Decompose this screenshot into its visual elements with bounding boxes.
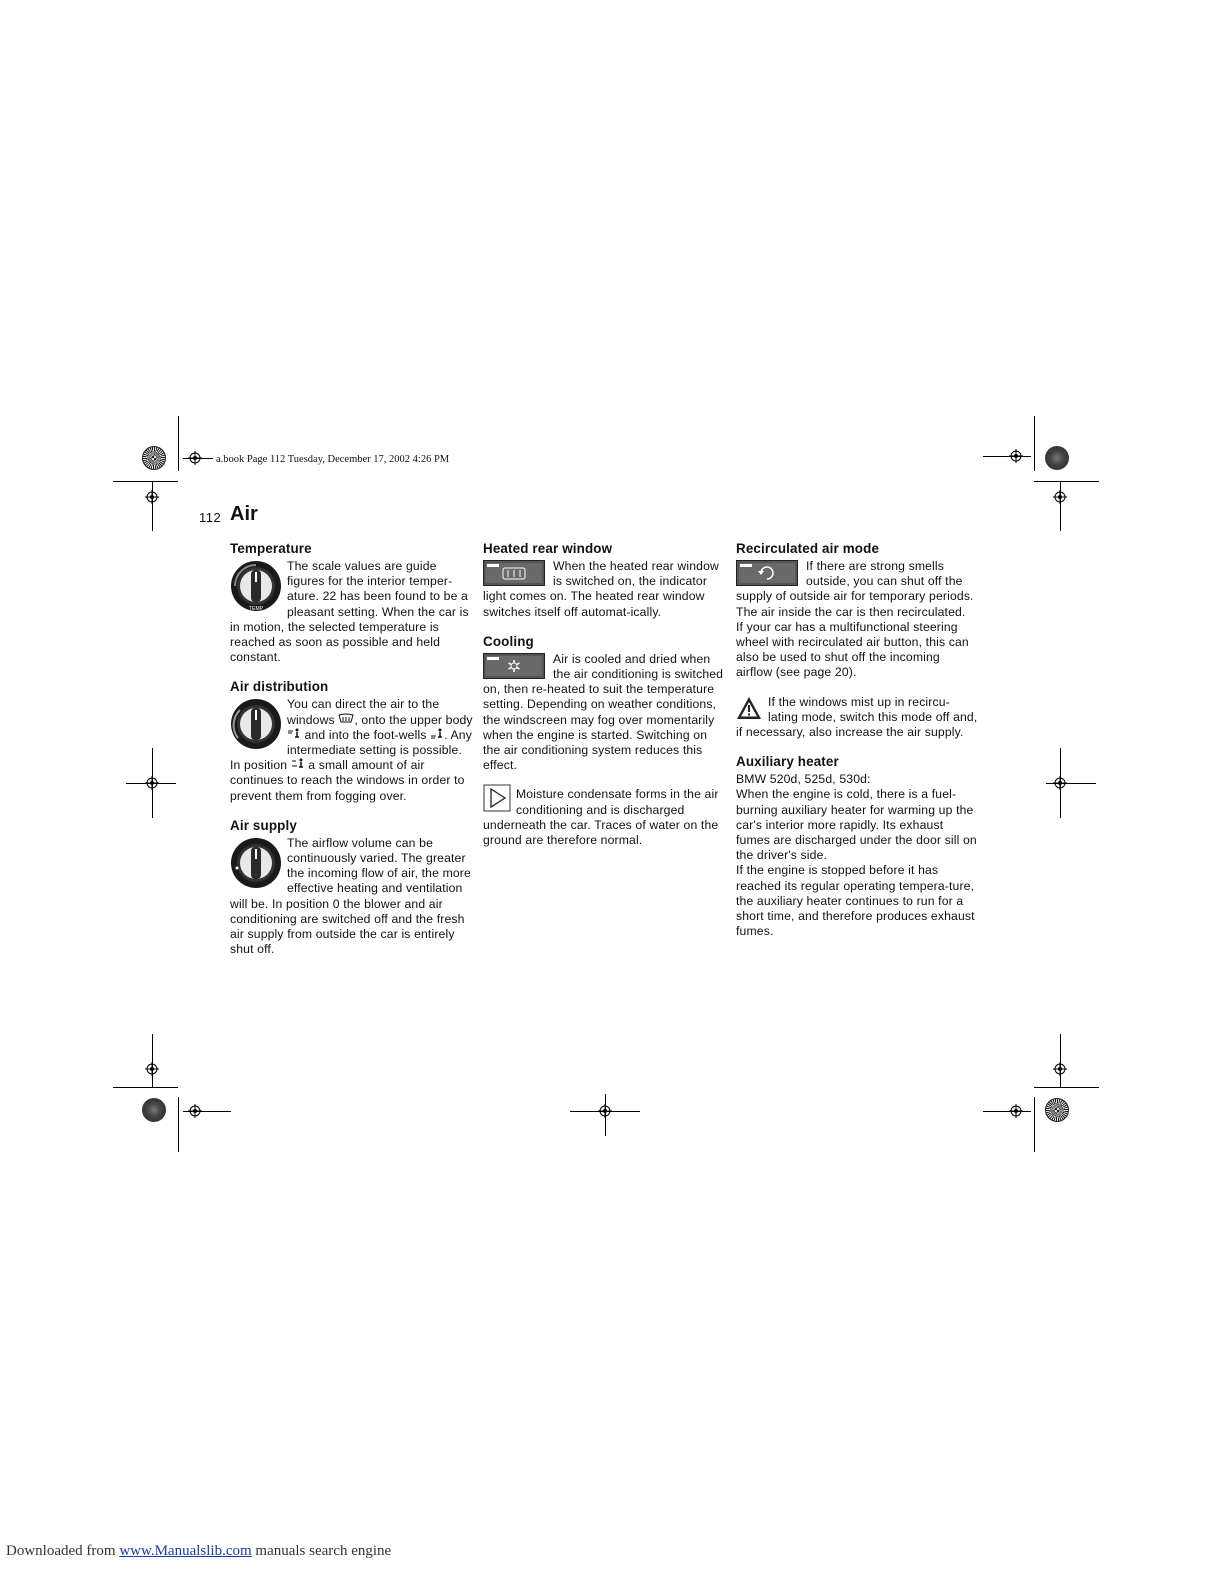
section-heated-rear-window	[483, 541, 726, 620]
registration-disc-icon	[142, 1098, 166, 1122]
air-distribution-knob-icon	[230, 698, 282, 750]
auxiliary-models: BMW 520d, 525d, 530d:	[736, 772, 871, 787]
registration-target-icon	[145, 490, 159, 504]
registration-target-icon	[145, 776, 159, 790]
footwell-vent-icon	[291, 758, 305, 769]
column-left	[230, 541, 473, 971]
column-right	[736, 541, 979, 953]
page-number: 112	[199, 510, 222, 525]
registration-disc-icon	[1045, 446, 1069, 470]
temperature-text: The scale values are guide figures for the interior temper-ature. 22 has been found to be a pleasant setting. When the car is in motion, the selected temperature is reached as soon as possible and held constant.	[230, 559, 469, 665]
heated-rear-window-icon	[483, 560, 545, 586]
download-footer: Downloaded from www.Manualslib.com manuals search engine	[6, 1543, 392, 1559]
registration-disc-icon	[142, 446, 166, 470]
page-title: Air	[230, 503, 258, 525]
auxiliary-text-1: When the engine is cold, there is a fuel-burning auxiliary heater for warming up the car's interior more rapidly. Its exhaust fumes are discharged under the door sill on the driver's side.	[736, 787, 977, 863]
recirculated-heading: Recirculated air mode	[736, 541, 880, 556]
note-arrow-icon	[483, 784, 511, 812]
knob-temp-label: TEMP	[248, 606, 264, 612]
upper-body-vent-icon	[287, 728, 301, 739]
section-temperature	[230, 541, 473, 665]
section-note	[483, 787, 726, 848]
air-supply-knob-icon	[230, 837, 282, 889]
air-distribution-heading: Air distribution	[230, 679, 329, 695]
heated-rear-window-text: When the heated rear window is switched on, the indicator light comes on. The heated rear window switches itself off automat-ically.	[483, 559, 719, 619]
section-warning	[736, 695, 979, 741]
warning-text: If the windows mist up in recircu-lating mode, switch this mode off and, if necessary, also increase the air supply.	[736, 694, 978, 740]
cooling-text: Air is cooled and dried when the air conditioning is switched on, then re-heated to suit the temperature setting. Depending on weather conditions, the windscreen may fog over momentarily when the engine is started. Switching on the air conditioning system reduces this effect.	[483, 651, 724, 773]
manualslib-link[interactable]: www.Manualslib.com	[119, 1543, 252, 1559]
windscreen-icon	[338, 713, 354, 724]
heated-rear-window-heading: Heated rear window	[483, 541, 613, 556]
recirculated-text: If there are strong smells outside, you can shut off the supply of outside air for temporary periods. The air inside the car is then recirculated.	[736, 559, 974, 619]
registration-target-icon	[1053, 490, 1067, 504]
section-air-supply	[230, 818, 473, 958]
recirculated-text-2: If your car has a multifunctional steering wheel with recirculated air button, this can also be used to shut off the incoming airflow (see page 20).	[736, 619, 969, 680]
section-cooling	[483, 634, 726, 774]
footwell-vent-icon	[430, 728, 444, 739]
column-middle	[483, 541, 726, 862]
registration-target-icon	[1053, 776, 1067, 790]
registration-disc-icon	[1045, 1098, 1069, 1122]
auxiliary-text-2: If the engine is stopped before it has reached its regular operating tempera-ture, the auxiliary heater continues to run for a short time, and therefore produces exhaust fumes.	[736, 863, 975, 939]
cooling-heading: Cooling	[483, 633, 534, 649]
air-supply-text: The airflow volume can be continuously varied. The greater the incoming flow of air, the more effective heating and ventilation will be. In position 0 the blower and air conditioning are switched off and the fresh air supply from outside the car is entirely shut off.	[230, 835, 471, 957]
registration-target-icon	[145, 1062, 159, 1076]
section-recirculated-air	[736, 541, 979, 681]
snowflake-icon	[483, 653, 545, 679]
section-auxiliary-heater	[736, 754, 979, 939]
temperature-heading: Temperature	[230, 541, 312, 556]
temperature-knob-icon	[230, 560, 282, 612]
warning-triangle-icon	[736, 695, 762, 721]
note-text: Moisture condensate forms in the air conditioning and is discharged underneath the car. Traces of water on the ground are therefore normal.	[483, 787, 719, 848]
auxiliary-heading: Auxiliary heater	[736, 754, 839, 770]
air-supply-heading: Air supply	[230, 817, 297, 833]
recirculation-icon	[736, 560, 798, 586]
air-distribution-text: You can direct the air to the windows , onto the upper body and into the foot-wells . Any intermediate setting is possible. In position a small amount of air continues to reach the windows in order to prevent them from fogging over.	[230, 697, 473, 803]
section-air-distribution	[230, 679, 473, 803]
registration-target-icon	[1053, 1062, 1067, 1076]
registration-target-icon	[598, 1104, 612, 1118]
print-header: a.book Page 112 Tuesday, December 17, 2002 4:26 PM	[216, 454, 450, 465]
